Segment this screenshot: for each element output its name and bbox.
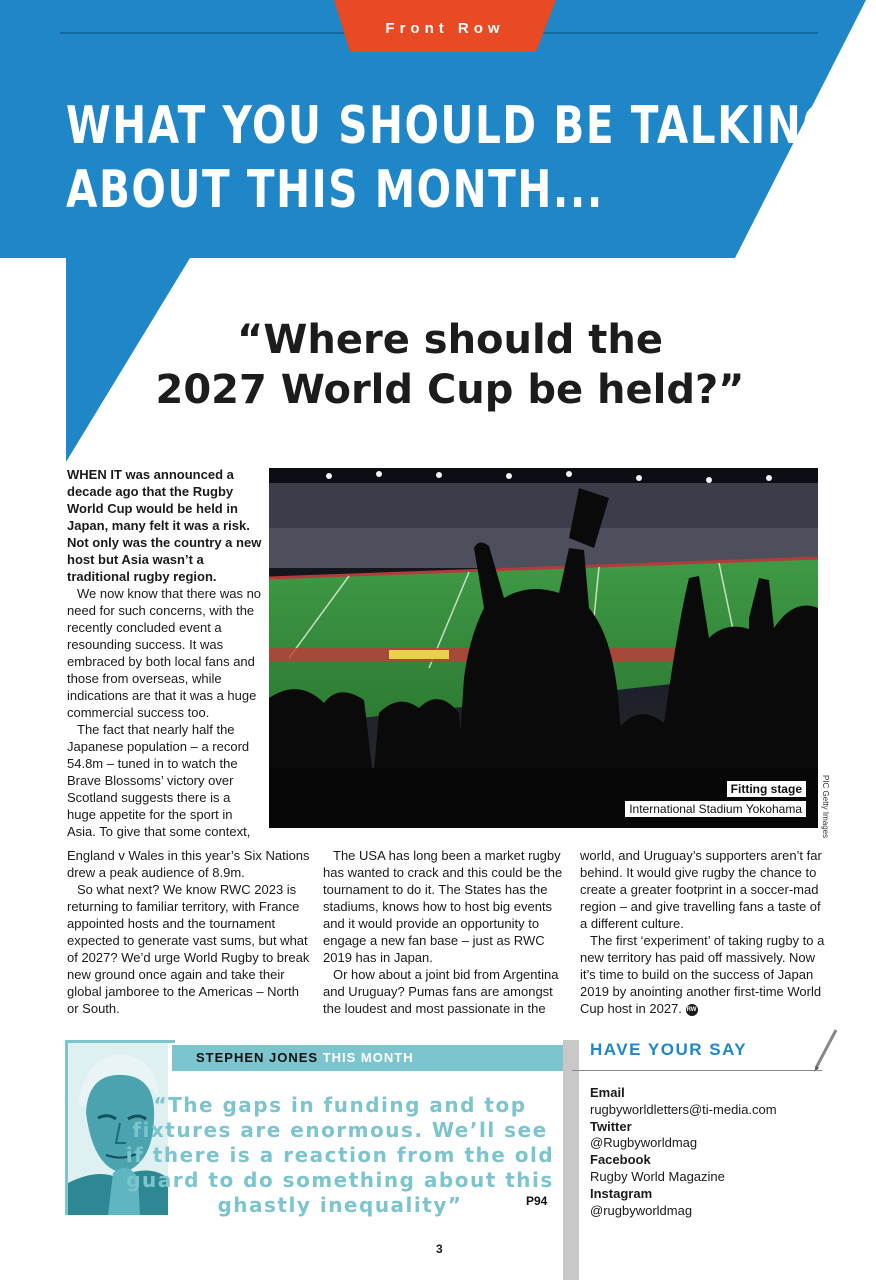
photo-credit-text: PIC Getty Images [821,775,830,839]
article-column-2 [323,847,568,1017]
contact-label-twitter: Twitter [590,1118,632,1134]
have-your-say-title: HAVE YOUR SAY [590,1040,748,1059]
article-paragraph: world, and Uruguay’s supporters aren’t far behind. It would give rugby the chance to create a greater footprint in a soccer-mad region – and give travelling fans a taste of a different culture. [580,848,822,931]
contact-instagram-link[interactable]: @rugbyworldmag [590,1202,693,1218]
caption-location: International Stadium Yokohama [625,801,806,817]
photo-caption [625,780,806,818]
columnist-bar [172,1045,565,1071]
article-column-3 [580,847,825,1017]
columnist-page-ref: P94 [526,1194,548,1208]
contact-list [590,1085,840,1219]
caption-title: Fitting stage [727,781,806,797]
article-paragraph: The USA has long been a market rugby has wanted to crack and this could be the tournament to do it. The States has the stadiums, knows how to host big events and it would provide an opportunity to engage a new fan base – just as RWC 2019 has in Japan. [323,848,563,965]
article-paragraph: Or how about a joint bid from Argentina and Uruguay? Pumas fans are amongst the loudest and most passionate in the [323,967,559,1016]
columnist-quote: “The gaps in funding and top fixtures are enormous. We’ll see if there is a reaction from the old guard to do something about this ghastly inequality” [125,1093,555,1217]
article-final-text: The first ‘experiment’ of taking rugby to a new territory has paid off massively. Now it’s time to build on the success of Japan 2019 by anointing another first-time World Cup host in 2027. [580,933,825,1016]
stadium-photo [269,468,818,828]
article-column-1-top [67,466,262,840]
contact-facebook-link[interactable]: Rugby World Magazine [590,1168,725,1184]
contact-label-instagram: Instagram [590,1185,653,1201]
columnist-suffix: THIS MONTH [318,1050,414,1065]
article-paragraph-final [580,932,825,1017]
have-your-say-rule [572,1070,822,1071]
question-line-2: 2027 World Cup be held?” [155,367,745,413]
article-paragraph: So what next? We know RWC 2023 is returning to familiar territory, with France appointed hosts and the tournament expected to generate vast sums, but what of 2027? We’d urge World Rugby to break new ground once again and take their global jamboree to the Americas – North or South. [67,882,310,1016]
contact-label-facebook: Facebook [590,1152,651,1168]
divider-stripe [563,1040,579,1280]
end-mark-icon: RW [686,1004,698,1016]
section-label: Front Row [385,19,505,37]
contact-label-email: Email [590,1085,625,1100]
contact-email-link[interactable]: rugbyworldletters@ti-media.com [590,1101,777,1117]
columnist-name: STEPHEN JONES [196,1050,319,1065]
pencil-icon [812,1028,840,1074]
stadium-illustration [269,468,818,828]
question-line-1: “Where should the [236,317,664,363]
article-paragraph: England v Wales in this year’s Six Nations drew a peak audience of 8.9m. [67,848,310,880]
article-paragraph: We now know that there was no need for such concerns, with the recently concluded event a resounding success. It was embraced by both local fans and those from overseas, while indications are that it was a huge commercial success too. [67,586,262,720]
page-headline [66,94,838,222]
headline-line-2: ABOUT THIS MONTH... [66,160,604,220]
article-paragraph: The fact that nearly half the Japanese population – a record 54.8m – tuned in to watch the Brave Blossoms’ victory over Scotland suggests there is a huge appetite for the sport in Asia. To give that some context, [67,722,251,839]
article-question [120,315,780,415]
page-number: 3 [436,1242,443,1256]
article-column-1-bottom [67,847,312,1017]
photo-credit [818,775,832,839]
contact-twitter-link[interactable]: @Rugbyworldmag [590,1135,698,1151]
article-lead: WHEN IT was announced a decade ago that the Rugby World Cup would be held in Japan, many felt it was a risk. Not only was the country a new host but Asia wasn’t a traditional rugby region. [67,467,262,584]
headline-line-1: WHAT YOU SHOULD BE TALKING [66,96,838,156]
